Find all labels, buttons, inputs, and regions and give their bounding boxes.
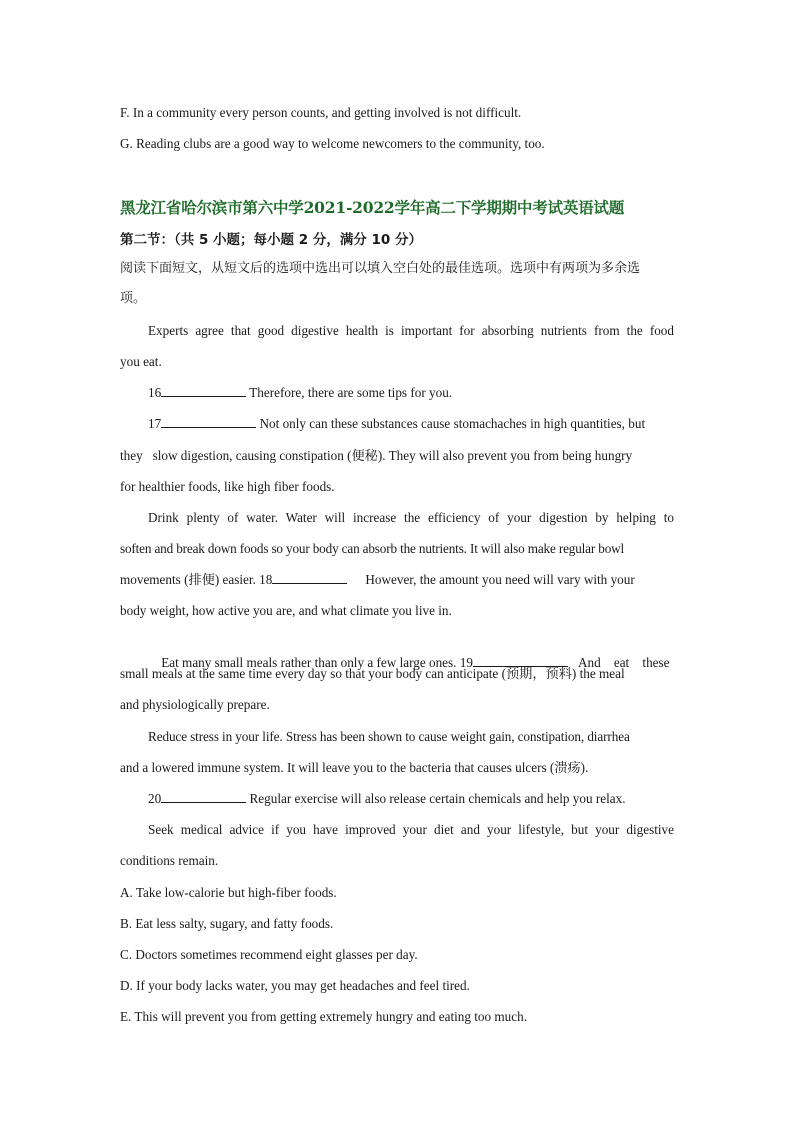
passage-paragraph-8-line-2: conditions remain. [120, 853, 219, 868]
question-16-text: Therefore, there are some tips for you. [249, 385, 453, 400]
question-20 [148, 789, 674, 809]
passage-paragraph-6-line-1: Reduce stress in your life. Stress has been shown to cause weight gain, constipation, diarrhea [148, 729, 630, 744]
question-17 [148, 414, 674, 434]
passage-paragraph-6-line-2: and a lowered immune system. It will leave you to the bacteria that causes ulcers (溃疡). [120, 760, 589, 775]
question-16-number: 16 [148, 385, 162, 400]
passage-paragraph-3-line-2: they slow digestion, causing constipation (便秘). They will also prevent you from being hungry [120, 448, 633, 463]
question-20-text: Regular exercise will also release certain chemicals and help you relax. [249, 791, 626, 806]
answer-blank-16[interactable] [161, 384, 246, 397]
question-17-number: 17 [148, 416, 162, 431]
option-f: F. In a community every person counts, and getting involved is not difficult. [120, 105, 522, 120]
answer-blank-17[interactable] [161, 415, 256, 428]
option-e: E. This will prevent you from getting extremely hungry and eating too much. [120, 1009, 528, 1024]
option-a: A. Take low-calorie but high-fiber foods. [120, 885, 337, 900]
question-19-suffix: And eat these [577, 655, 670, 670]
passage-paragraph-4-line-2: soften and break down foods so your body can absorb the nutrients. It will also make regular bowl [120, 541, 625, 556]
passage-paragraph-5-line-2: small meals at the same time every day so that your body can anticipate (预期，预料) the meal [120, 666, 625, 681]
question-17-text: Not only can these substances cause stomachaches in high quantities, but [259, 416, 646, 431]
passage-paragraph-1-line-2: you eat. [120, 354, 162, 369]
question-18-line [120, 570, 674, 590]
passage-paragraph-4-line-4: body weight, how active you are, and what climate you live in. [120, 603, 452, 618]
question-20-number: 20 [148, 791, 162, 806]
answer-blank-20[interactable] [161, 790, 246, 803]
option-d: D. If your body lacks water, you may get headaches and feel tired. [120, 978, 470, 993]
passage-paragraph-3-line-3: for healthier foods, like high fiber foods. [120, 479, 335, 494]
option-c: C. Doctors sometimes recommend eight glasses per day. [120, 947, 418, 962]
passage-paragraph-1-line-1: Experts agree that good digestive health is important for absorbing nutrients from the food [148, 323, 674, 338]
question-18-suffix: However, the amount you need will vary with your [365, 572, 635, 587]
passage-paragraph-8-line-1: Seek medical advice if you have improved your diet and your lifestyle, but your digestive [148, 822, 674, 837]
instructions-line-2: 项。 [120, 291, 147, 306]
passage-paragraph-4-line-1: Drink plenty of water. Water will increase the efficiency of your digestion by helping to [148, 510, 674, 525]
section-heading: 第二节：（共 5 小题；每小题 2 分，满分 10 分） [120, 232, 423, 248]
option-b: B. Eat less salty, sugary, and fatty foods. [120, 916, 334, 931]
question-18-prefix: movements (排便) easier. 18 [120, 572, 273, 587]
answer-blank-18[interactable] [272, 571, 347, 584]
exam-title: 黑龙江省哈尔滨市第六中学2021-2022学年高二下学期期中考试英语试题 [120, 198, 625, 217]
question-19-line [148, 633, 674, 693]
question-16 [148, 383, 674, 403]
option-g: G. Reading clubs are a good way to welcome newcomers to the community, too. [120, 136, 545, 151]
instructions-line-1: 阅读下面短文，从短文后的选项中选出可以填入空白处的最佳选项。选项中有两项为多余选 [120, 261, 641, 276]
passage-paragraph-5-line-3: and physiologically prepare. [120, 697, 270, 712]
question-19-prefix: Eat many small meals rather than only a few large ones. 19 [161, 655, 473, 670]
